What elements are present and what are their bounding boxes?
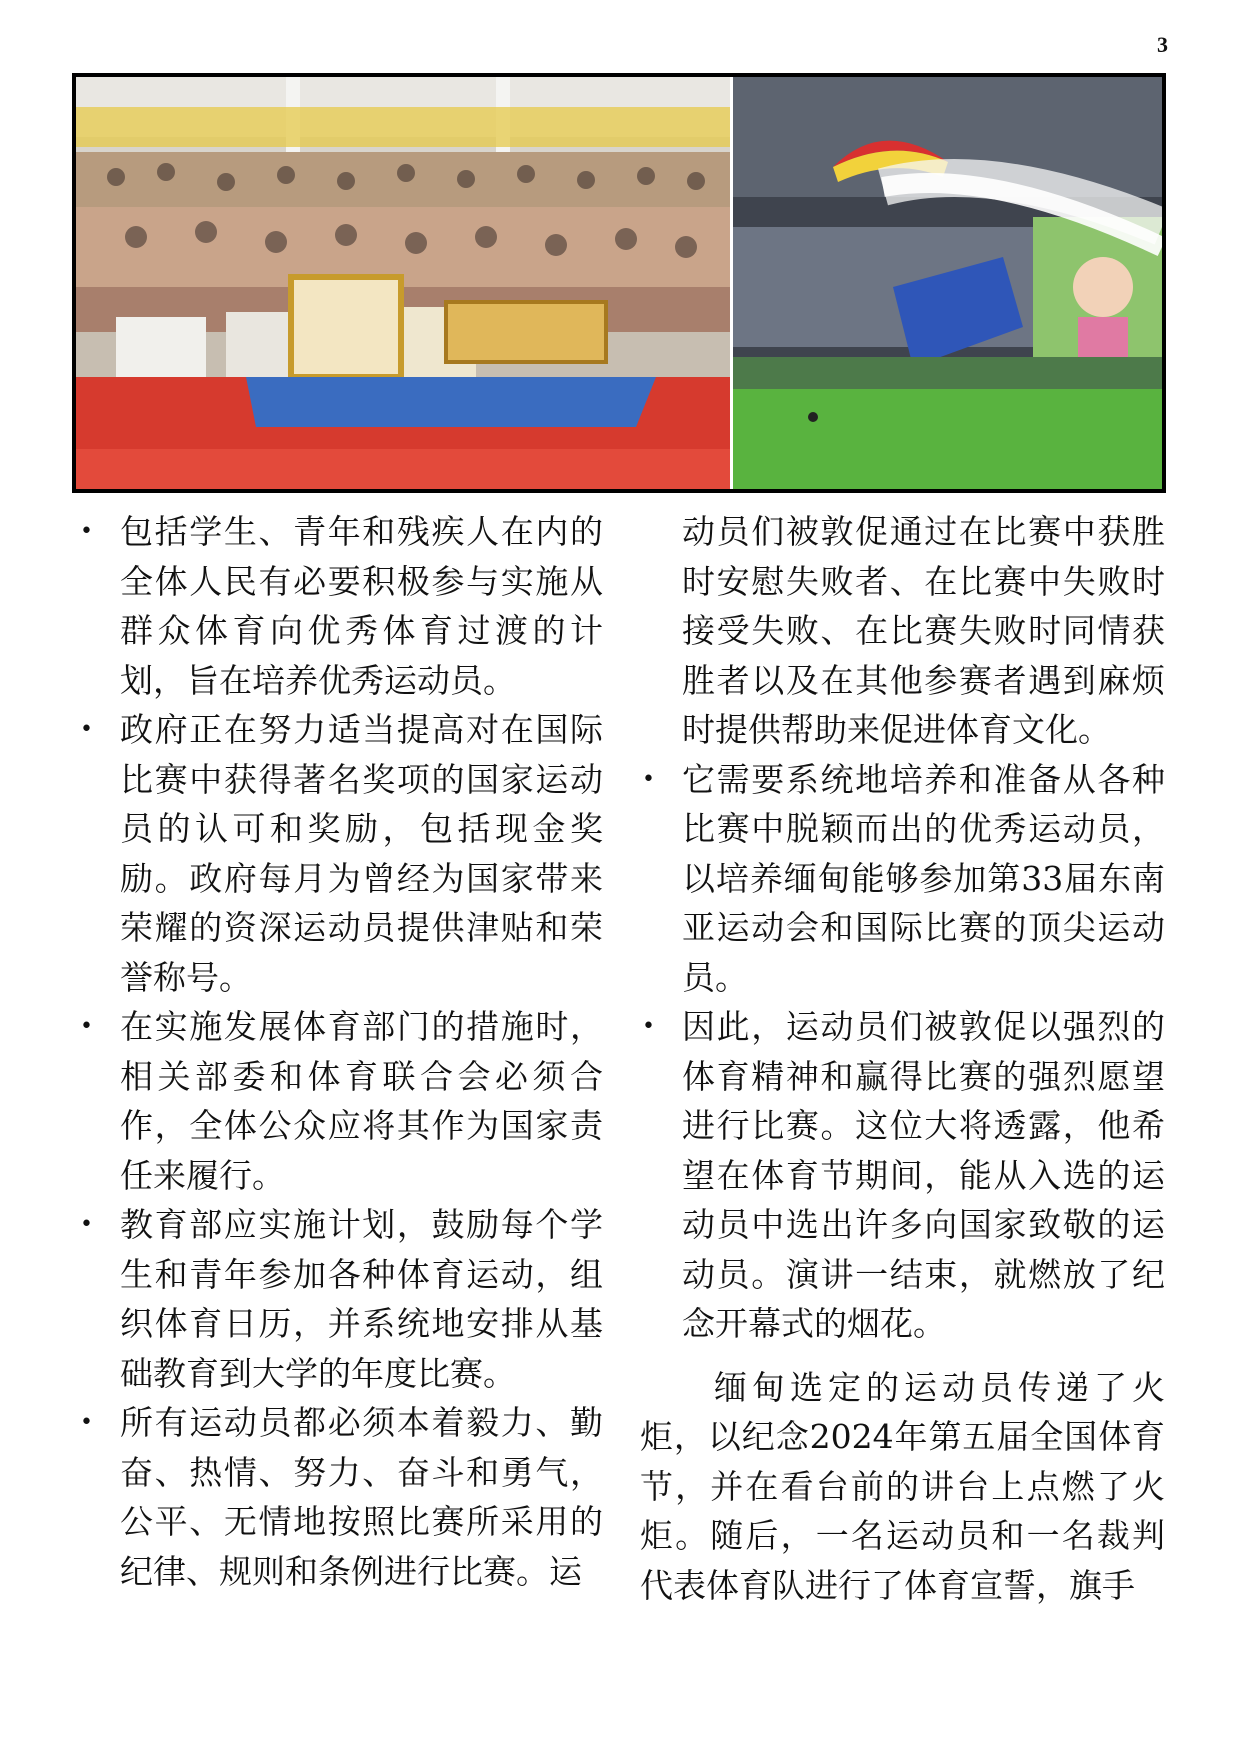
bullet-item: • 因此，运动员们被敦促以强烈的体育精神和赢得比赛的强烈愿望进行比赛。这位大将透露，他希望在体育节期间，能从入选的运动员中选出许多向国家致敬的运动员。演讲一结束，就燃放了纪念开幕式的烟花。	[640, 1002, 1165, 1349]
body-paragraph: 缅甸选定的运动员传递了火炬，以纪念2024年第五届全国体育节，并在看台前的讲台上点燃了火炬。随后，一名运动员和一名裁判代表体育队进行了体育宣誓，旗手	[640, 1367, 1165, 1605]
left-column	[78, 507, 603, 1596]
right-column	[640, 507, 1165, 1643]
bullet-item: • 政府正在努力适当提高对在国际比赛中获得著名奖项的国家运动员的认可和奖励，包括现金奖励。政府每月为曾经为国家带来荣耀的资深运动员提供津贴和荣誉称号。	[78, 705, 603, 1002]
bullet-item: • 它需要系统地培养和准备从各种比赛中脱颖而出的优秀运动员，以培养缅甸能够参加第33届东南亚运动会和国际比赛的顶尖运动员。	[640, 755, 1165, 1003]
officials-watching-from-grandstand-photo	[76, 77, 733, 489]
bullet-item: • 包括学生、青年和残疾人在内的全体人民有必要积极参与实施从群众体育向优秀体育过渡的计划，旨在培养优秀运动员。	[78, 507, 603, 705]
continued-bullet-text: 动员们被敦促通过在比赛中获胜时安慰失败者、在比赛中失败时接受失败、在比赛失败时同情获胜者以及在其他参赛者遇到麻烦时提供帮助来促进体育文化。	[682, 512, 1165, 749]
stadium-image	[733, 77, 1162, 489]
bullet-item: • 在实施发展体育部门的措施时，相关部委和体育联合会必须合作，全体公众应将其作为国家责任来履行。	[78, 1002, 603, 1200]
page-number: 3	[1157, 32, 1168, 57]
bullet-item: • 所有运动员都必须本着毅力、勤奋、热情、努力、奋斗和勇气，公平、无情地按照比赛所采用的纪律、规则和条例进行比赛。运	[78, 1398, 603, 1596]
right-bullet-list	[640, 755, 1165, 1349]
bullet-item: • 教育部应实施计划，鼓励每个学生和青年参加各种体育运动，组织体育日历，并系统地安排从基础教育到大学的年度比赛。	[78, 1200, 603, 1398]
grandstand-image	[76, 77, 730, 489]
left-bullet-list	[78, 507, 603, 1596]
parachutist-with-flag-over-stadium-photo	[733, 77, 1162, 489]
photo-strip	[72, 73, 1166, 493]
